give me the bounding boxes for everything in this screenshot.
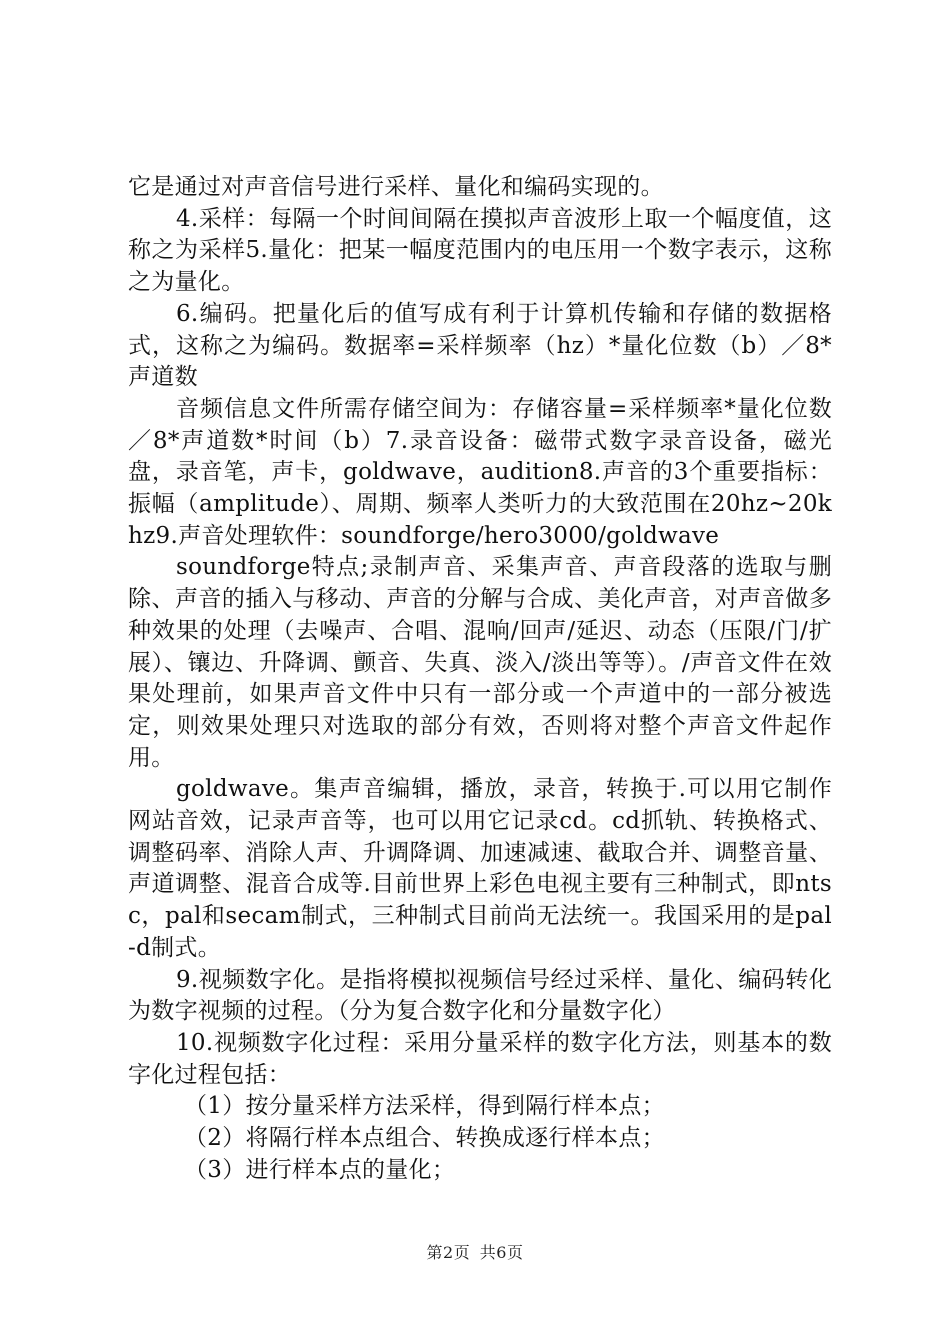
paragraph-video-digitization: 9.视频数字化。是指将模拟视频信号经过采样、量化、编码转化为数字视频的过程。（分为复合数字化和分量数字化） <box>128 966 832 1025</box>
list-item-step-3: （3）进行样本点的量化； <box>184 1156 456 1183</box>
page-total: 共6页 <box>479 1243 524 1262</box>
paragraph-digitization-process: 10.视频数字化过程：采用分量采样的数字化方法，则基本的数字化过程包括： <box>128 1029 832 1088</box>
list-item-step-2: （2）将隔行样本点组合、转换成逐行样本点； <box>184 1125 665 1152</box>
document-body <box>128 172 832 1187</box>
page-footer <box>0 1240 950 1263</box>
paragraph-soundforge: soundforge特点;录制声音、采集声音、声音段落的选取与删除、声音的插入与移动、声音的分解与合成、美化声音，对声音做多种效果的处理（去噪声、合唱、混响/回声/延迟、动态（压限/门/扩展）、镶边、升降调、颤音、失真、淡入/淡出等等）。/声音文件在效果处理前，如果声音文件中只有一部分或一个声道中的一部分被选定，则效果处理只对选取的部分有效，否则将对整个声音文件起作用。 <box>128 554 832 771</box>
page-number: 第2页 <box>426 1243 471 1262</box>
paragraph-goldwave: goldwave。集声音编辑，播放，录音，转换于.可以用它制作网站音效，记录声音等，也可以用它记录cd。cd抓轨、转换格式、调整码率、消除人声、升调降调、加速减速、截取合并、调整音量、声道调整、混音合成等.目前世界上彩色电视主要有三种制式，即ntsc，pal和secam制式，三种制式目前尚无法统一。我国采用的是pal-d制式。 <box>128 776 832 961</box>
paragraph-sampling: 4.采样：每隔一个时间间隔在摸拟声音波形上取一个幅度值，这称之为采样5.量化：把某一幅度范围内的电压用一个数字表示，这称之为量化。 <box>128 205 832 296</box>
paragraph-intro: 它是通过对声音信号进行采样、量化和编码实现的。 <box>128 174 664 200</box>
list-item-step-1: （1）按分量采样方法采样，得到隔行样本点； <box>184 1093 665 1120</box>
paragraph-encoding: 6.编码。把量化后的值写成有利于计算机传输和存储的数据格式，这称之为编码。数据率=采样频率（hz）*量化位数（b）／8*声道数 <box>128 300 832 391</box>
paragraph-storage: 音频信息文件所需存储空间为：存储容量=采样频率*量化位数／8*声道数*时间（b）7.录音设备：磁带式数字录音设备，磁光盘，录音笔，声卡，goldwave，audition8.声音的3个重要指标：振幅（amplitude）、周期、频率人类听力的大致范围在20hz~20khz9.声音处理软件：soundforge/hero3000/goldwave <box>128 395 832 549</box>
